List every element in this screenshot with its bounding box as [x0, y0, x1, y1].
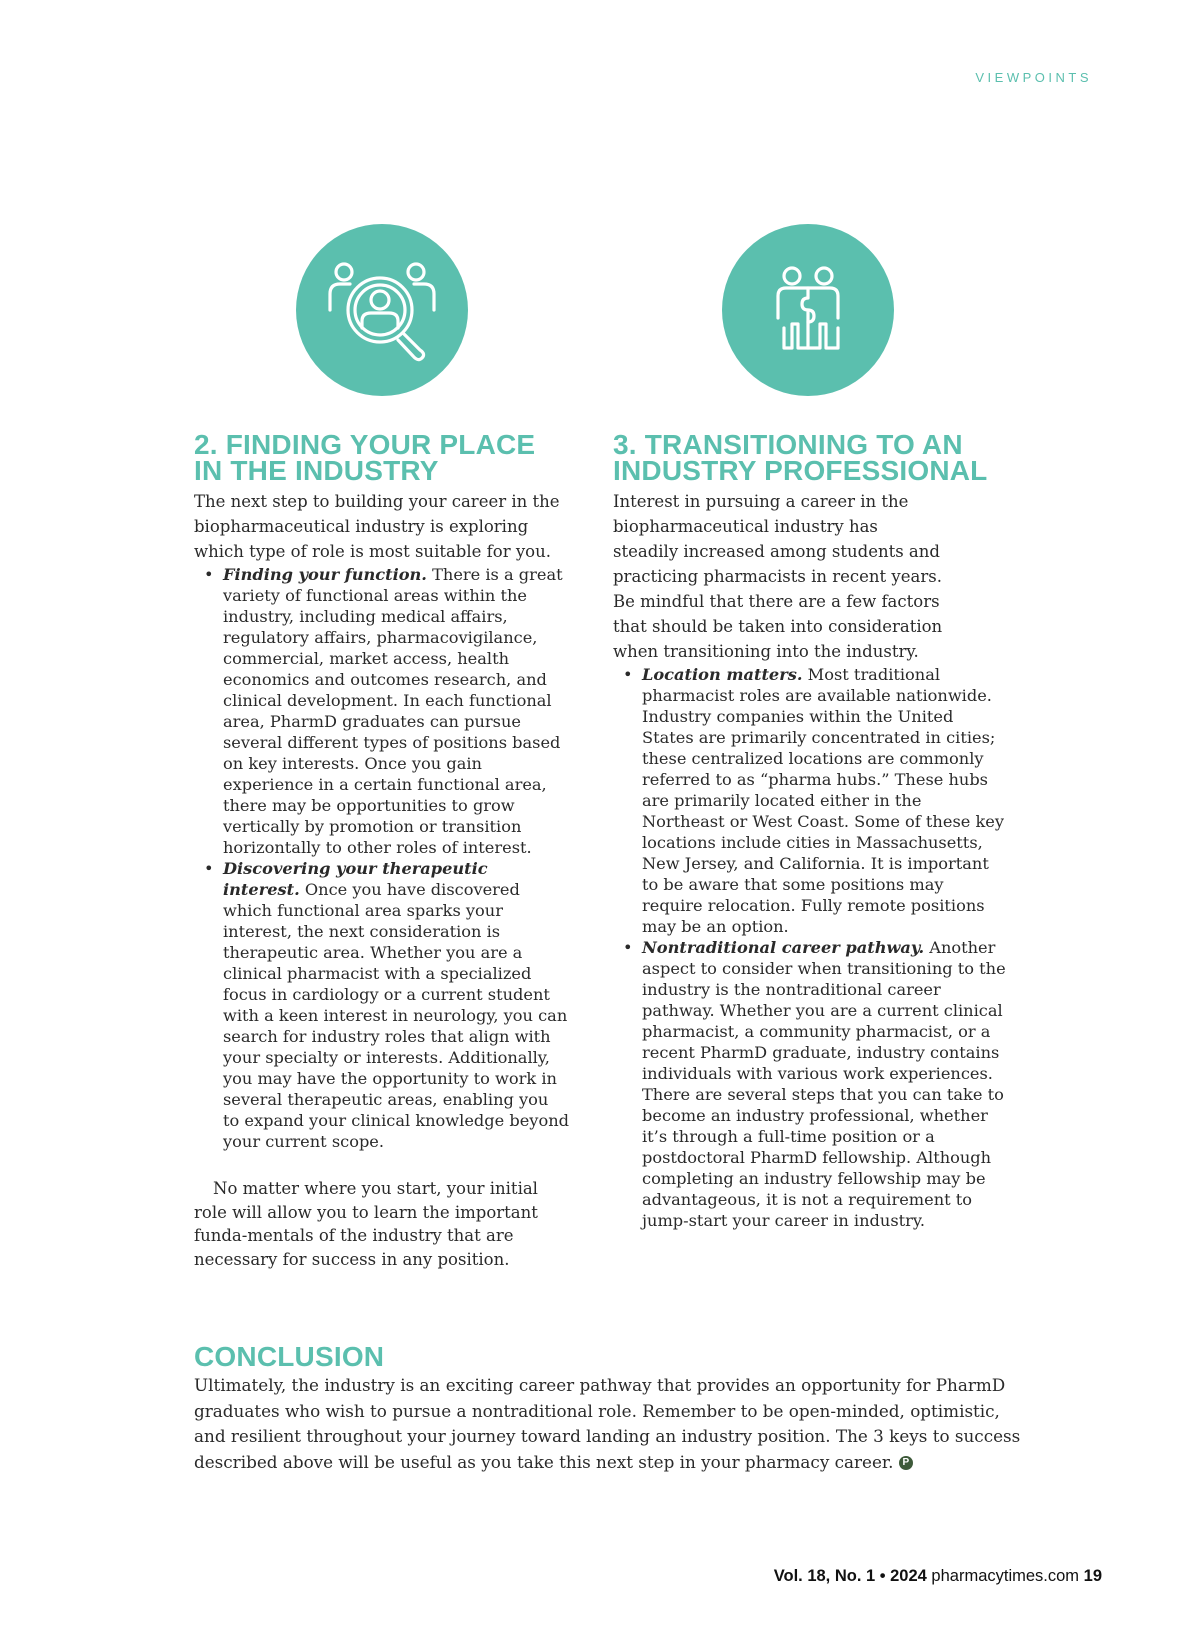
site-name: pharmacytimes.com [931, 1567, 1080, 1585]
bullet-text: Once you have discovered which functional area sparks your interest, the next consideration is therapeutic area. Whether you are a clinical pharmacist with a specialized focus in cardiology or a current student with a keen interest in neurology, you can search for industry roles that align with your specialty or interests. Additionally, you may have the opportunity to work in several therapeutic areas, enabling you to expand your clinical knowledge beyond your current scope. [223, 880, 569, 1151]
section-finding-your-place [194, 429, 569, 1271]
conclusion-heading: CONCLUSION [194, 1341, 385, 1372]
bullet-list [194, 564, 569, 1152]
section-heading: 2. FINDING YOUR PLACE IN THE INDUSTRY [194, 429, 536, 486]
issue-info: Vol. 18, No. 1 • 2024 [773, 1567, 927, 1585]
closing-paragraph: No matter where you start, your initial role will allow you to learn the important funda-mentals of the industry that are necessary for success in any position. [194, 1179, 538, 1269]
intro-paragraph: Interest in pursuing a career in the biopharmaceutical industry has steadily increased among students and practicing pharmacists in recent years. Be mindful that there are a few factors that should be taken into consideration when transitioning into the industry. [613, 492, 943, 661]
bullet-title: Finding your function. [223, 565, 427, 584]
bullet-title: Location matters. [642, 665, 803, 684]
conclusion-section [194, 1341, 1024, 1475]
page-number: 19 [1083, 1567, 1102, 1585]
section-transitioning [613, 429, 1008, 1231]
bullet-title: Discovering your therapeutic interest. [223, 859, 488, 899]
conclusion-text: Ultimately, the industry is an exciting career pathway that provides an opportunity for PharmD graduates who wish to pursue a nontraditional role. Remember to be open-minded, optimistic, and resilient throughout your journey toward landing an industry position. The 3 keys to success described above will be useful as you take this next step in your pharmacy career. P [194, 1375, 1021, 1472]
puzzle-people-icon [722, 224, 894, 396]
section-heading: 3. TRANSITIONING TO AN INDUSTRY PROFESSIONAL [613, 429, 988, 486]
people-search-icon [296, 224, 468, 396]
bullet-text: There is a great variety of functional areas within the industry, including medical affairs, regulatory affairs, pharmacovigilance, commercial, market access, health economics and outcomes research, and clinical development. In each functional area, PharmD graduates can pursue several different types of positions based on key interests. Once you gain experience in a certain functional area, there may be opportunities to grow vertically by promotion or transition horizontally to other roles of interest. [223, 565, 563, 857]
end-mark-icon: P [899, 1456, 913, 1470]
bullet-title: Nontraditional career pathway. [642, 938, 925, 957]
intro-paragraph: The next step to building your career in the biopharmaceutical industry is exploring which type of role is most suitable for you. [194, 492, 560, 561]
list-item [642, 664, 1008, 937]
list-item [642, 937, 1008, 1231]
bullet-list [613, 664, 1008, 1231]
bullet-text: Another aspect to consider when transitioning to the industry is the nontraditional career pathway. Whether you are a current clinical pharmacist, a community pharmacist, or a recent PharmD graduate, industry contains individuals with various work experiences. There are several steps that you can take to become an industry professional, whether it’s through a full-time position or a postdoctoral PharmD fellowship. Although completing an industry fellowship may be advantageous, it is not a requirement to jump-start your career in industry. [642, 938, 1006, 1230]
list-item [223, 858, 569, 1152]
section-label: VIEWPOINTS [975, 70, 1092, 85]
list-item [223, 564, 569, 858]
page-footer [774, 1567, 1102, 1586]
bullet-text: Most traditional pharmacist roles are available nationwide. Industry companies within the United States are primarily concentrated in cities; these centralized locations are commonly referred to as “pharma hubs.” These hubs are primarily located either in the Northeast or West Coast. Some of these key locations include cities in Massachusetts, New Jersey, and California. It is important to be aware that some positions may require relocation. Fully remote positions may be an option. [642, 665, 1005, 936]
